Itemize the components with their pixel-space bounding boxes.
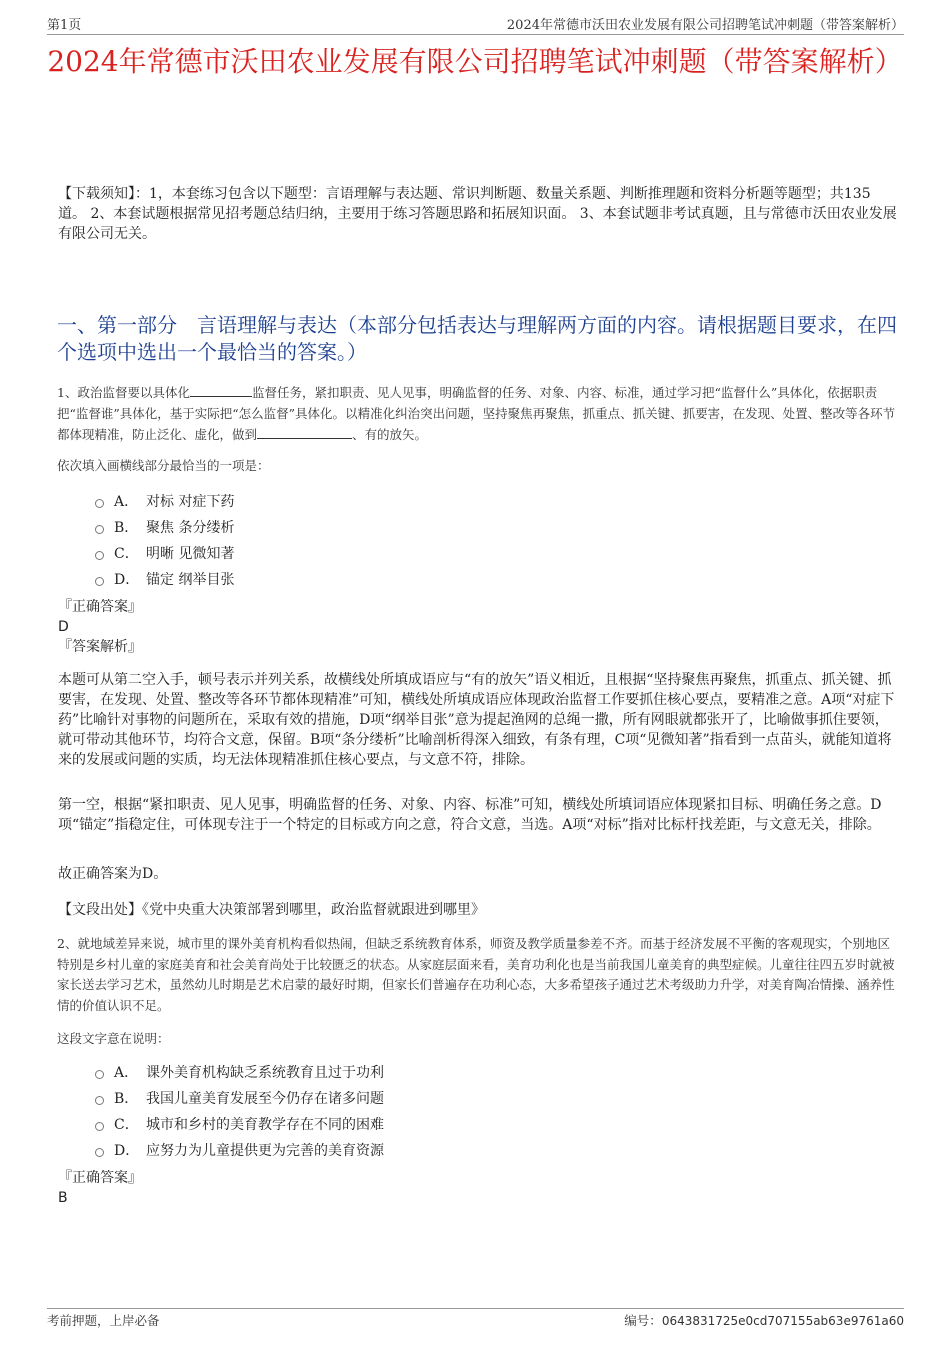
answer-block-1 bbox=[58, 597, 142, 657]
question-1-prompt: 依次填入画横线部分最恰当的一项是： bbox=[57, 458, 270, 473]
option-text: 聚焦 条分缕析 bbox=[146, 520, 235, 536]
question-1-stem-part2: 监督任务，紧扣职责、见人见事，明确监督的任务、对象、内容、标准，通过学习把“监督什么”具体化，依据职责把“监督谁”具体化，基于实际把“怎么监督”具体化。以精准化纠治突出问题，坚持聚焦再聚焦，抓重点、抓关键、抓要害，在发现、处置、整改等各环节都体现精准，防止泛化、虚化，做到 bbox=[57, 385, 896, 442]
option-letter: C． bbox=[114, 546, 139, 562]
option-text: 对标 对症下药 bbox=[146, 494, 235, 510]
answer-value: B bbox=[58, 1190, 68, 1206]
question-1-stem bbox=[57, 382, 900, 446]
analysis-paragraph-1: 本题可从第二空入手，顿号表示并列关系，故横线处所填成语应与“有的放矢”语义相近，且根据“坚持聚焦再聚焦，抓重点、抓关键、抓要害，在发现、处置、整改等各环节都体现精准”可知，横线处所填成语应体现政治监督工作要抓住核心要点，要精准之意。A项“对症下药”比喻针对事物的问题所在，采取有效的措施，D项“纲举目张”意为提起渔网的总绳一撒，所有网眼就都张开了，比喻做事抓住要领，就可带动其他环节，均符合文意，保留。B项“条分缕析”比喻剖析得深入细致，有条有理，C项“见微知著”指看到一点苗头，就能知道将来的发展或问题的实质，均无法体现精准抓住核心要点，与文意不符，排除。 bbox=[58, 672, 895, 768]
radio-icon[interactable] bbox=[95, 1070, 104, 1079]
option-letter: D． bbox=[114, 572, 140, 588]
analysis-label: 『答案解析』 bbox=[58, 639, 142, 655]
footer-slogan: 考前押题，上岸必备 bbox=[47, 1313, 160, 1328]
option-d[interactable] bbox=[95, 1137, 384, 1163]
analysis-conclusion: 故正确答案为D。 bbox=[58, 866, 168, 882]
option-letter: A． bbox=[114, 1065, 139, 1081]
document-id-label: 编号： bbox=[624, 1313, 662, 1328]
option-b[interactable] bbox=[95, 514, 234, 540]
question-2-prompt: 这段文字意在说明： bbox=[57, 1031, 170, 1046]
answer-label: 『正确答案』 bbox=[58, 599, 142, 615]
blank-2 bbox=[257, 424, 352, 439]
option-text: 我国儿童美育发展至今仍存在诸多问题 bbox=[146, 1091, 384, 1107]
option-text: 明晰 见微知著 bbox=[146, 546, 235, 562]
option-a[interactable] bbox=[95, 488, 234, 514]
question-2-stem: 2、就地域差异来说，城市里的课外美育机构看似热闹，但缺乏系统教育体系，师资及教学质量参差不齐。而基于经济发展不平衡的客观现实，个别地区特别是乡村儿童的家庭美育和社会美育尚处于比较匮乏的状态。从家庭层面来看，美育功利化也是当前我国儿童美育的典型症候。儿童往往四五岁时就被家长送去学习艺术，虽然幼儿时期是艺术启蒙的最好时期，但家长们普遍存在功利心态，大多希望孩子通过艺术考级助力升学，对美育陶冶情操、涵养性情的价值认识不足。 bbox=[57, 936, 895, 1013]
radio-icon[interactable] bbox=[95, 551, 104, 560]
section-title: 一、第一部分 言语理解与表达（本部分包括表达与理解两方面的内容。请根据题目要求，在四个选项中选出一个最恰当的答案。） bbox=[57, 313, 897, 364]
option-d[interactable] bbox=[95, 566, 234, 592]
option-c[interactable] bbox=[95, 540, 234, 566]
radio-icon[interactable] bbox=[95, 577, 104, 586]
blank-1 bbox=[190, 382, 252, 397]
option-letter: B． bbox=[114, 520, 139, 536]
document-title: 2024年常德市沃田农业发展有限公司招聘笔试冲刺题（带答案解析） bbox=[47, 45, 903, 78]
answer-label: 『正确答案』 bbox=[58, 1170, 142, 1186]
radio-icon[interactable] bbox=[95, 1148, 104, 1157]
answer-block-2 bbox=[58, 1168, 142, 1208]
option-text: 应努力为儿童提供更为完善的美育资源 bbox=[146, 1143, 384, 1159]
radio-icon[interactable] bbox=[95, 1122, 104, 1131]
page-footer bbox=[47, 1308, 904, 1329]
option-text: 城市和乡村的美育教学存在不同的困难 bbox=[146, 1117, 384, 1133]
passage-source: 【文段出处】《党中央重大决策部署到哪里，政治监督就跟进到哪里》 bbox=[58, 902, 485, 918]
document-id-value: 0643831725e0cd707155ab63e9761a60 bbox=[661, 1314, 904, 1328]
document-id bbox=[624, 1311, 904, 1329]
option-b[interactable] bbox=[95, 1085, 384, 1111]
question-1-stem-part3: 、有的放矢。 bbox=[352, 427, 428, 442]
radio-icon[interactable] bbox=[95, 1096, 104, 1105]
option-a[interactable] bbox=[95, 1059, 384, 1085]
question-2-options bbox=[95, 1059, 384, 1163]
option-letter: C． bbox=[114, 1117, 139, 1133]
analysis-paragraph-2: 第一空，根据“紧扣职责、见人见事，明确监督的任务、对象、内容、标准”可知，横线处所填词语应体现紧扣目标、明确任务之意。D项“锚定”指稳定住，可体现专注于一个特定的目标或方向之意，符合文意，当选。A项“对标”指对比标杆找差距，与文意无关，排除。 bbox=[58, 797, 882, 833]
question-1-stem-part1: 1、政治监督要以具体化 bbox=[57, 385, 190, 400]
radio-icon[interactable] bbox=[95, 499, 104, 508]
page-header bbox=[47, 14, 904, 35]
radio-icon[interactable] bbox=[95, 525, 104, 534]
page-number: 第1页 bbox=[47, 18, 82, 33]
question-1-options bbox=[95, 488, 234, 592]
option-text: 课外美育机构缺乏系统教育且过于功利 bbox=[146, 1065, 384, 1081]
running-title: 2024年常德市沃田农业发展有限公司招聘笔试冲刺题（带答案解析） bbox=[506, 18, 904, 33]
option-letter: D． bbox=[114, 1143, 140, 1159]
option-letter: B． bbox=[114, 1091, 139, 1107]
option-c[interactable] bbox=[95, 1111, 384, 1137]
option-text: 锚定 纲举目张 bbox=[146, 572, 235, 588]
download-notice: 【下载须知】：1，本套练习包含以下题型：言语理解与表达题、常识判断题、数量关系题、判断推理题和资料分析题等题型；共135道。 2、本套试题根据常见招考题总结归纳，主要用于练习答题思路和拓展知识面。 3、本套试题非考试真题，且与常德市沃田农业发展有限公司无关。 bbox=[58, 186, 897, 242]
option-letter: A． bbox=[114, 494, 139, 510]
answer-value: D bbox=[58, 619, 69, 635]
